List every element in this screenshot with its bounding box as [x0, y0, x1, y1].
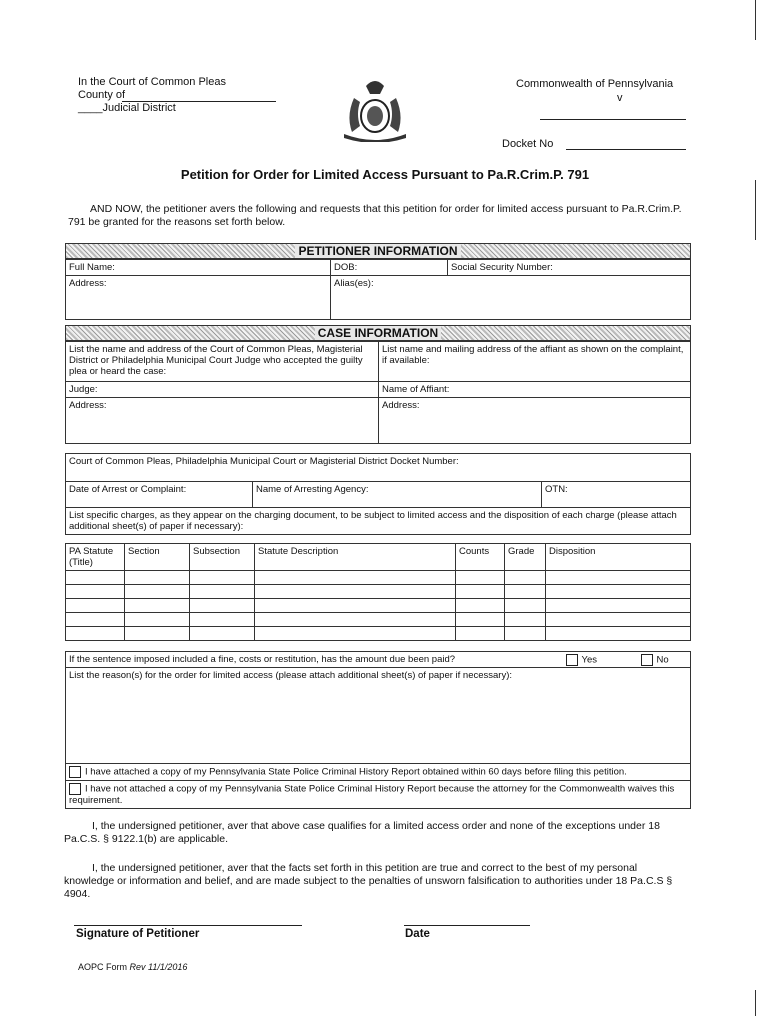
scan-edge-mark: [755, 180, 756, 240]
col-pa-statute: PA Statute (Title): [66, 544, 125, 571]
fine-question-row: [66, 652, 691, 668]
docket-blank[interactable]: [566, 149, 686, 150]
history-waived-checkbox[interactable]: [69, 783, 81, 795]
footer-form-id: AOPC Form Rev 11/1/2016: [78, 962, 188, 972]
page-title: Petition for Order for Limited Access Pursuant to Pa.R.Crim.P. 791: [180, 167, 590, 182]
affiant-instructions: List name and mailing address of the affiant as shown on the complaint, if available:: [379, 342, 691, 382]
charge-row[interactable]: [66, 571, 691, 585]
docket-label: Docket No: [502, 138, 554, 150]
charge-row[interactable]: [66, 613, 691, 627]
dob-field[interactable]: DOB:: [331, 260, 448, 276]
alias-field[interactable]: Alias(es):: [331, 276, 691, 320]
arresting-agency-field[interactable]: Name of Arresting Agency:: [253, 482, 542, 508]
signature-line[interactable]: [74, 925, 302, 926]
judge-field[interactable]: Judge:: [66, 382, 379, 398]
county-line: County of: [78, 89, 126, 101]
docket-number-field[interactable]: Court of Common Pleas, Philadelphia Municipal Court or Magisterial District Docket Number:: [66, 454, 691, 482]
court-line: In the Court of Common Pleas: [78, 76, 226, 88]
scan-edge-mark: [755, 0, 756, 40]
signature-label: Signature of Petitioner: [76, 928, 200, 940]
district-line: ____Judicial District: [78, 102, 176, 114]
no-checkbox[interactable]: [641, 654, 653, 666]
ssn-field[interactable]: Social Security Number:: [448, 260, 691, 276]
charge-row[interactable]: [66, 585, 691, 599]
affiant-address-field[interactable]: Address:: [379, 398, 691, 444]
charges-header-row: [66, 544, 691, 571]
address-field[interactable]: Address:: [66, 276, 331, 320]
scan-edge-mark: [755, 990, 756, 1016]
intro-paragraph: AND NOW, the petitioner avers the following and requests that this petition for order for limited access pursuant to Pa.R.Crim.P. 791 be granted for the reasons set forth below.: [68, 203, 682, 228]
otn-field[interactable]: OTN:: [542, 482, 691, 508]
col-section: Section: [125, 544, 190, 571]
judge-address-field[interactable]: Address:: [66, 398, 379, 444]
charges-table: [65, 543, 691, 641]
aver-qualification: I, the undersigned petitioner, aver that above case qualifies for a limited access order and none of the exceptions under 18 Pa.C.S. § 9122.1(b) are applicable.: [64, 820, 660, 845]
charges-instructions: List specific charges, as they appear on the charging document, to be subject to limited access and the disposition of each charge (please attach additional sheet(s) of paper if necessary):: [66, 508, 691, 535]
col-grade: Grade: [505, 544, 546, 571]
case-parties-table: [65, 341, 691, 444]
history-attached-row[interactable]: I have attached a copy of my Pennsylvania State Police Criminal History Report obtained within 60 days before filing this petition.: [66, 764, 691, 781]
defendant-blank[interactable]: [540, 119, 686, 120]
date-arrest-field[interactable]: Date of Arrest or Complaint:: [66, 482, 253, 508]
full-name-field[interactable]: Full Name:: [66, 260, 331, 276]
date-label: Date: [405, 928, 430, 940]
fine-question: If the sentence imposed included a fine, costs or restitution, has the amount due been paid?: [69, 654, 456, 665]
col-statute-description: Statute Description: [255, 544, 456, 571]
aver-truth: I, the undersigned petitioner, aver that the facts set forth in this petition are true and correct to the best of my personal knowledge or information and belief, and are made subject to the penalties of unsworn falsification to authorities under 18 Pa.C.S § 4904.: [64, 862, 673, 900]
yes-checkbox[interactable]: [566, 654, 578, 666]
affiant-name-field[interactable]: Name of Affiant:: [379, 382, 691, 398]
date-line[interactable]: [404, 925, 530, 926]
commonwealth-label: Commonwealth of Pennsylvania: [516, 78, 674, 90]
col-subsection: Subsection: [190, 544, 255, 571]
pennsylvania-seal-icon: [336, 76, 414, 142]
reasons-field[interactable]: List the reason(s) for the order for limited access (please attach additional sheet(s) of paper if necessary):: [66, 668, 691, 764]
petitioner-heading: PETITIONER INFORMATION: [65, 243, 691, 259]
judge-instructions: List the name and address of the Court of Common Pleas, Magisterial District or Philadelphia Municipal Court Judge who accepted the guilty plea or heard the case:: [66, 342, 379, 382]
col-counts: Counts: [456, 544, 505, 571]
reasons-table: [65, 651, 691, 809]
charge-row[interactable]: [66, 599, 691, 613]
case-heading: CASE INFORMATION: [65, 325, 691, 341]
no-option[interactable]: No: [641, 654, 669, 666]
case-detail-table: [65, 453, 691, 535]
col-disposition: Disposition: [546, 544, 691, 571]
charge-row[interactable]: [66, 627, 691, 641]
history-waived-row[interactable]: I have not attached a copy of my Pennsylvania State Police Criminal History Report because the attorney for the Commonwealth waives this requirement.: [66, 781, 691, 809]
versus-label: v: [617, 92, 623, 104]
history-attached-checkbox[interactable]: [69, 766, 81, 778]
yes-option[interactable]: Yes: [566, 654, 598, 666]
petitioner-table: [65, 259, 691, 320]
